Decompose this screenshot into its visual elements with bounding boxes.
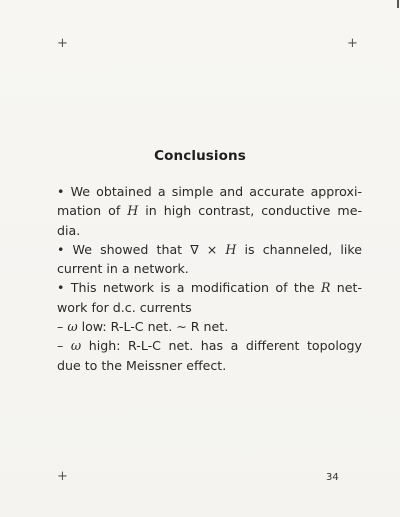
text-line: dia. <box>57 222 81 238</box>
text-fragment: in high contrast, conductive me- <box>138 203 362 219</box>
math-symbol: H <box>225 241 237 257</box>
text-fragment: • We showed that ∇ × <box>57 241 226 257</box>
text-fragment: net- <box>330 280 362 296</box>
text-fragment: • This network is a modification of the <box>57 280 321 296</box>
page-title: Conclusions <box>154 148 246 164</box>
text-line: • We obtained a simple and accurate approxi- <box>57 184 362 199</box>
registration-mark-top-right: + <box>347 36 358 51</box>
text-line: due to the Meissner effect. <box>57 357 227 373</box>
text-line: work for d.c. currents <box>57 299 192 315</box>
text-fragment: is channeled, like <box>236 241 362 257</box>
text-line <box>57 278 362 297</box>
text-line <box>57 336 362 355</box>
scan-edge-mark <box>397 0 399 8</box>
text-line <box>57 201 362 220</box>
conclusions-body <box>57 182 362 375</box>
text-line: current in a network. <box>57 261 189 277</box>
math-symbol: ω <box>67 319 78 335</box>
math-symbol: H <box>127 203 139 219</box>
text-fragment: – <box>57 319 68 335</box>
page-number: 34 <box>326 472 339 483</box>
text-fragment: – <box>57 338 71 354</box>
text-fragment: mation of <box>57 203 128 219</box>
math-symbol: R <box>320 280 331 296</box>
text-fragment: high: R-L-C net. has a different topology <box>81 338 362 354</box>
text-line <box>57 240 362 259</box>
math-symbol: ω <box>70 338 82 354</box>
registration-mark-bottom-left: + <box>57 469 68 484</box>
text-line <box>57 317 362 336</box>
registration-mark-top-left: + <box>57 36 68 51</box>
text-fragment: low: R-L-C net. ∼ R net. <box>77 319 229 335</box>
